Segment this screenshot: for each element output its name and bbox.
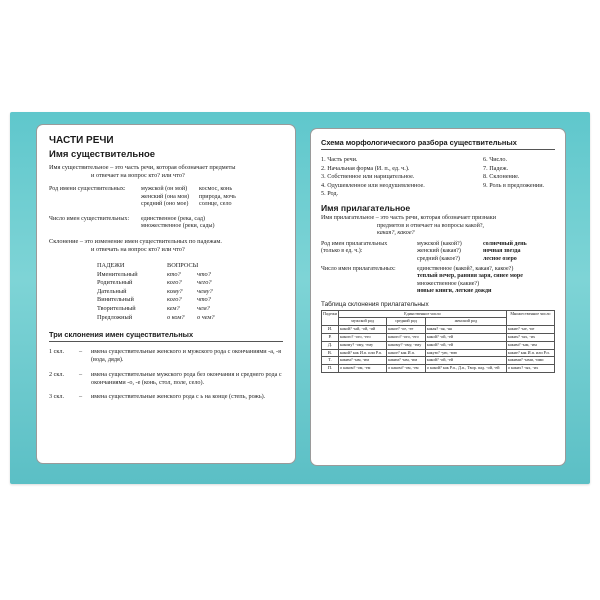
table-cell: какая? -ая, -яя bbox=[425, 326, 506, 334]
declension-text: имена существительные мужского рода без окончания и среднего рода с окончаниями -о, -е (конь, стол, поле, село). bbox=[91, 370, 282, 386]
scheme-item: 2. Начальная форма (И. п., ед. ч.). bbox=[321, 164, 410, 172]
declension-dash: – bbox=[79, 348, 83, 356]
table-cell: Р. bbox=[322, 333, 339, 341]
adjective-title: Имя прилагательное bbox=[321, 202, 411, 213]
adj-number-line: теплый вечер, ранняя заря, синее море bbox=[417, 273, 523, 280]
case-name: Именительный bbox=[97, 270, 138, 278]
gender-example: природа, мочь bbox=[199, 193, 236, 200]
case-name: Предложный bbox=[97, 313, 133, 321]
table-row bbox=[322, 365, 555, 373]
case-row bbox=[97, 271, 283, 280]
right-page bbox=[310, 128, 566, 466]
table-cell: какой? -ый, -ой, -ий bbox=[339, 326, 387, 334]
scheme-item: 1. Часть речи. bbox=[321, 156, 358, 163]
declension-dash: – bbox=[79, 370, 83, 378]
table-cell: о каких? -ых, -их bbox=[506, 365, 554, 373]
declension-def-line2: и отвечать на вопрос кто? или что? bbox=[91, 245, 185, 253]
case-question: кто? bbox=[167, 270, 181, 278]
case-question: чего? bbox=[197, 279, 212, 287]
noun-title: Имя существительное bbox=[49, 149, 156, 160]
table-row bbox=[322, 357, 555, 365]
adjective-number bbox=[321, 266, 555, 296]
table-cell: П. bbox=[322, 365, 339, 373]
scheme-list bbox=[321, 156, 555, 199]
adj-gender-kind: средний (какое?) bbox=[417, 255, 460, 262]
scheme-item: 7. Падеж. bbox=[483, 164, 509, 172]
adj-gender-kind: мужской (какой?) bbox=[417, 240, 462, 247]
table-row bbox=[322, 333, 555, 341]
case-row bbox=[97, 279, 283, 288]
table-row bbox=[322, 326, 555, 334]
gender-example: солнце, село bbox=[199, 201, 232, 208]
gender-kinds bbox=[141, 186, 199, 209]
table-cell: какие? как И.п. или Р.п. bbox=[506, 349, 554, 357]
adjective-definition bbox=[321, 215, 555, 238]
table-cell: В. bbox=[322, 349, 339, 357]
scheme-column-left bbox=[321, 156, 483, 199]
adjective-gender bbox=[321, 241, 555, 263]
table-cell: о каком? -ом, -ем bbox=[387, 365, 426, 373]
table-cell: какое? как И.п. bbox=[387, 349, 426, 357]
table-cell: каким? -ым, -им bbox=[506, 341, 554, 349]
table-cell: Т. bbox=[322, 357, 339, 365]
case-question: что? bbox=[197, 270, 211, 278]
table-cell: какого? -ого, -его bbox=[339, 333, 387, 341]
case-question: кого? bbox=[167, 279, 182, 287]
scheme-title: Схема морфологического разбора существительных bbox=[321, 138, 517, 147]
cases-header-case: ПАДЕЖИ bbox=[97, 261, 125, 269]
table-cell: И. bbox=[322, 326, 339, 334]
case-row bbox=[97, 314, 283, 323]
declension-text: имена существительные женского и мужского рода с окончаниями -а, -я (вода, дядя). bbox=[91, 348, 281, 363]
table-cell: какой? -ой, -ей bbox=[425, 333, 506, 341]
table-caption: Таблица склонения прилагательных bbox=[321, 300, 429, 308]
noun-number bbox=[49, 216, 283, 231]
table-cell: какое? -ое, -ее bbox=[387, 326, 426, 334]
declension-number: 3 скл. bbox=[49, 393, 65, 401]
case-row bbox=[97, 305, 283, 314]
case-question: о ком? bbox=[167, 313, 185, 321]
table-cell: какую? -ую, -юю bbox=[425, 349, 506, 357]
cases-header-questions: ВОПРОСЫ bbox=[167, 261, 199, 269]
scheme-item: 3. Собственное или нарицательное. bbox=[321, 173, 415, 181]
header-singular: Единственное число bbox=[339, 310, 507, 318]
scheme-item: 9. Роль в предложении. bbox=[483, 181, 545, 189]
table-cell: какому? -ому, -ему bbox=[387, 341, 426, 349]
adj-gender-kind: женский (какая?) bbox=[417, 248, 461, 255]
number-label: Число имен существительных: bbox=[49, 215, 130, 222]
adj-gender-examples bbox=[483, 241, 555, 263]
case-question: что? bbox=[197, 296, 211, 304]
adj-number-line: новые книги, легкие дожди bbox=[417, 288, 492, 295]
adj-def-line1: Имя прилагательное – это часть речи, которая обозначает признаки bbox=[321, 214, 496, 221]
case-name: Родительный bbox=[97, 279, 133, 287]
three-declensions-title: Три склонения имен существительных bbox=[49, 330, 194, 340]
table-cell: какой? -ой, -ей bbox=[425, 357, 506, 365]
declension-def-line1: Склонение – это изменение имен существительных по падежам. bbox=[49, 237, 222, 245]
adj-def-line2: предметов и отвечает на вопросы какой?, bbox=[377, 222, 485, 229]
adj-gender-example: солнечный день bbox=[483, 240, 527, 247]
declension-row bbox=[49, 348, 283, 364]
gender-kind: средний (оно мое) bbox=[141, 201, 189, 208]
case-row bbox=[97, 296, 283, 305]
gender-kind: женский (она моя) bbox=[141, 193, 189, 200]
adj-gender-label2: (только в ед. ч.): bbox=[321, 248, 363, 255]
declension-number: 1 скл. bbox=[49, 348, 65, 356]
gender-example: космос, конь bbox=[199, 186, 233, 192]
scheme-column-right bbox=[483, 156, 544, 199]
adj-gender-kinds bbox=[417, 241, 483, 263]
adj-gender-label1: Род имен прилагательных bbox=[321, 240, 388, 247]
cases-header bbox=[97, 262, 283, 271]
case-question: чем? bbox=[197, 304, 210, 312]
table-row bbox=[322, 349, 555, 357]
adjective-declension-table bbox=[321, 310, 555, 373]
left-page bbox=[36, 124, 296, 464]
case-name: Дательный bbox=[97, 287, 127, 295]
case-question: чему? bbox=[197, 287, 213, 295]
table-cell: какими? -ыми, -ими bbox=[506, 357, 554, 365]
header-feminine: женский род bbox=[425, 318, 506, 326]
table-cell: каких? -ых, -их bbox=[506, 333, 554, 341]
noun-gender bbox=[49, 186, 283, 209]
declension-definition bbox=[49, 238, 283, 254]
declension-text: имена существительные женского рода с ь на конце (степь, рожь). bbox=[91, 393, 266, 401]
case-question: кого? bbox=[167, 296, 182, 304]
declension-row bbox=[49, 371, 283, 387]
number-plural: множественное (реки, сады) bbox=[141, 223, 215, 230]
table-cell: каким? -ым, -им bbox=[339, 357, 387, 365]
table-cell: каким? -ым, -им bbox=[387, 357, 426, 365]
adj-number-label: Число имен прилагательных: bbox=[321, 265, 396, 272]
divider bbox=[321, 149, 555, 150]
case-name: Творительный bbox=[97, 304, 136, 312]
table-cell: какие? -ые, -ие bbox=[506, 326, 554, 334]
scheme-item: 6. Число. bbox=[483, 156, 507, 163]
header-plural: Множественное число bbox=[506, 310, 554, 326]
adj-number-line: множественное (какие?) bbox=[417, 280, 480, 287]
declension-dash: – bbox=[79, 393, 83, 401]
scheme-item: 8. Склонение. bbox=[483, 173, 520, 181]
divider bbox=[49, 341, 283, 342]
noun-definition-line1: Имя существительное – это часть речи, которая обозначает предметы bbox=[49, 164, 236, 171]
table-cell: о каком? -ом, -ем bbox=[339, 365, 387, 373]
adj-gender-example: лесное озеро bbox=[483, 255, 517, 262]
case-question: кем? bbox=[167, 304, 180, 312]
header-masculine: мужской род bbox=[339, 318, 387, 326]
noun-definition bbox=[49, 164, 283, 180]
header-neuter: средний род bbox=[387, 318, 426, 326]
adj-number-values bbox=[417, 266, 555, 296]
declension-number: 2 скл. bbox=[49, 370, 65, 378]
case-question: о чем? bbox=[197, 313, 215, 321]
table-cell: Д. bbox=[322, 341, 339, 349]
adj-gender-label bbox=[321, 241, 417, 263]
table-cell: какой? -ой, -ей bbox=[425, 341, 506, 349]
table-cell: какого? -ого, -его bbox=[387, 333, 426, 341]
table-header-row bbox=[322, 310, 555, 318]
section-title: ЧАСТИ РЕЧИ bbox=[49, 135, 114, 146]
declension-row bbox=[49, 393, 283, 401]
scheme-item: 4. Одушевленное или неодушевленное. bbox=[321, 181, 425, 189]
case-row bbox=[97, 288, 283, 297]
table-cell: какому? -ому, -ему bbox=[339, 341, 387, 349]
noun-definition-line2: и отвечает на вопрос кто? или что? bbox=[91, 172, 185, 179]
table-row bbox=[322, 341, 555, 349]
case-question: кому? bbox=[167, 287, 183, 295]
number-values bbox=[141, 216, 283, 231]
number-singular: единственное (река, сад) bbox=[141, 215, 206, 222]
table-cell: о какой? как Р.п., Д.п., Твор. пад. -ой, -ей bbox=[425, 365, 506, 373]
adj-number-line: единственное (какой?, какая?, какое?) bbox=[417, 265, 514, 272]
table-cell: какой? как И.п. или Р.п. bbox=[339, 349, 387, 357]
header-case: Падежи bbox=[322, 310, 339, 326]
gender-kind: мужской (он мой) bbox=[141, 186, 188, 192]
case-name: Винительный bbox=[97, 296, 134, 304]
gender-label: Род имени существительных: bbox=[49, 186, 126, 192]
scheme-item: 5. Род. bbox=[321, 190, 339, 198]
adj-def-line3: какая?, какое? bbox=[377, 230, 415, 237]
adj-gender-example: ночная звезда bbox=[483, 248, 521, 255]
gender-examples bbox=[199, 186, 283, 209]
cases-table bbox=[97, 262, 283, 322]
